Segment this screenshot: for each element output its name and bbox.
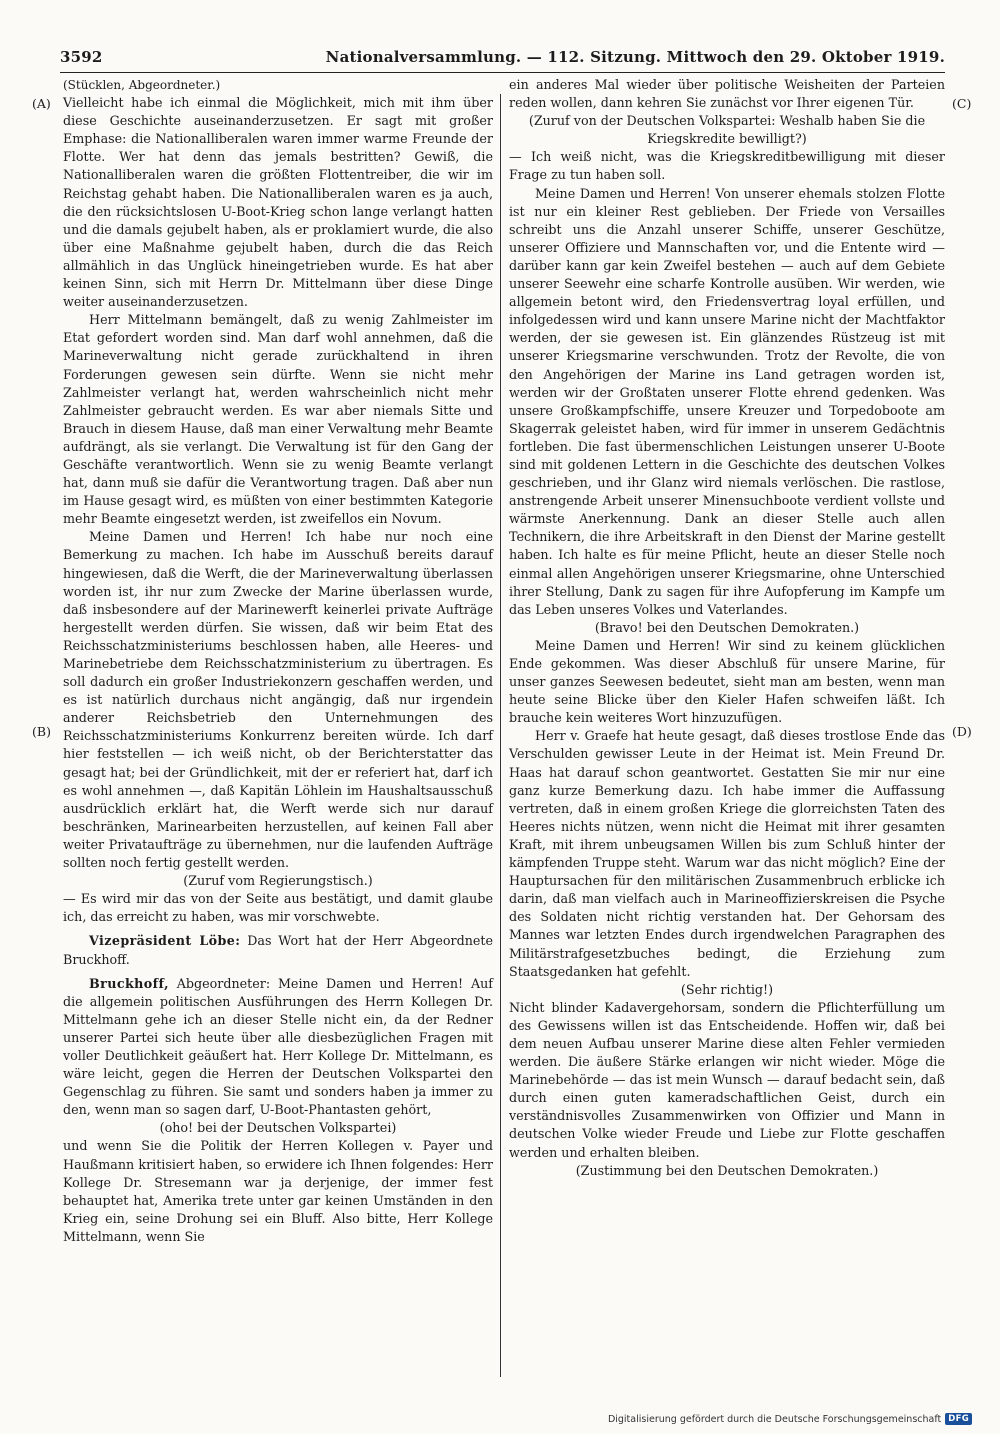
speaker-name: Bruckhoff, bbox=[89, 975, 169, 991]
header-rule bbox=[60, 72, 945, 73]
margin-mark-d: (D) bbox=[952, 724, 972, 739]
speaker-name: Vizepräsident Löbe: bbox=[89, 933, 241, 949]
paragraph: Nicht blinder Kadavergehorsam, sondern die Pflichterfüllung um des Gewissens willen ist das Entscheidende. Hoffen wir, daß bei dem neuen Aufbau unserer Marine diese alten Fehler vermieden werden. Die äußere Stärke erlangen wir nicht wieder. Möge die Marinebehörde — das ist mein Wunsch — darauf bedacht sein, daß durch einen guten kameradschaftlichen Geist, durch ein verständnisvolles Zusammenwirken von Offizier und Mann in deutschen Volke wieder Freude und Liebe zur Flotte geschaffen werden und erhalten bleiben. bbox=[509, 999, 945, 1160]
interjection: (Zuruf von der Deutschen Volkspartei: Weshalb haben Sie die Kriegskredite bewilligt?) bbox=[528, 113, 926, 147]
paragraph: Herr v. Graefe hat heute gesagt, daß dieses trostlose Ende das Verschulden gewisser Leute in der Heimat ist. Mein Freund Dr. Haas hat darauf schon geantwortet. Gestatten Sie mir nur eine ganz kurze Bemerkung dazu. Ich habe immer die Auffassung vertreten, daß in einem großen Kriege die glorreichsten Taten des Heeres nichts nützen, wenn nicht die Heimat mit ihrer gesamten Kraft, mit ihrem unbeugsamen Willen bis zum Schluß hinter der kämpfenden Truppe steht. Warum war das nicht möglich? Eine der Hauptursachen für den militärischen Zusammenbruch erblicke ich darin, daß man vielfach auch in Marineoffizierskreisen die Psyche des Soldaten nicht richtig verstanden hat. Der Gehorsam des Mannes war letzten Endes durch irgendwelchen Paragraphen des Militärstrafgesetzbuches bedingt, die Erziehung zum Staatsgedanken hat gefehlt. bbox=[509, 728, 945, 979]
paragraph: Meine Damen und Herren! Von unserer ehemals stolzen Flotte ist nur ein kleiner Rest geblieben. Der Friede von Versailles schreibt uns die Anzahl unserer Schiffe, unserer Geschütze, unserer Offiziere und Mannschaften vor, und die Entente wird — darüber kann gar kein Zweifel bestehen — auch auf dem Gebiete unserer Seewehr eine scharfe Kontrolle ausüben. Wir werden, wie allgemein betont wird, den Friedensvertrag loyal erfüllen, und infolgedessen wird und kann unsere Marine nicht der Machtfaktor werden, der sie gewesen ist. Ein glänzendes Rüstzeug ist mit unserer Kriegsmarine verschwunden. Trotz der Revolte, die von den Angehörigen der Marine ins Land getragen worden ist, werden wir der Großtaten unserer Flotte ehrend gedenken. Was unsere Großkampfschiffe, unsere Kreuzer und Torpedoboote am Skagerrak geleistet haben, wird für immer in unserem Gedächtnis fortleben. Die fast übermenschlichen Leistungen unserer U-Boote sind mit goldenen Lettern in die Geschichte des deutschen Volkes geschrieben, und ihr Glanz wird niemals verlöschen. Die rastlose, anstrengende Arbeit unserer Minensuchboote verdient vollste und wärmste Anerkennung. Dank an dieser Stelle auch allen Technikern, die ihre Arbeitskraft in den Dienst der Marine gestellt haben. Ich halte es für meine Pflicht, heute an dieser Stelle noch einmal allen Angehörigen unserer Kriegsmarine, ohne Unterschied ihrer Stellung, Dank zu sagen für ihre Aufopferung im Kampfe um das Leben unseres Volkes und Vaterlandes. bbox=[509, 185, 945, 617]
speaker-text: Das Wort hat der Herr Abgeordnete Bruckhoff. bbox=[63, 933, 493, 967]
bruckhoff-paragraph bbox=[63, 975, 493, 1120]
page-number: 3592 bbox=[60, 48, 103, 66]
paragraph: Meine Damen und Herren! Wir sind zu keinem glücklichen Ende gekommen. Was dieser Abschluß für unsere Marine, für unser ganzes Seewesen bedeutet, sieht man am besten, wenn man heute seine Blicke über den Kieler Hafen schweifen läßt. Ich brauche kein weiteres Wort hinzuzufügen. bbox=[509, 637, 945, 726]
margin-mark-b: (B) bbox=[32, 724, 51, 739]
speaker-note: (Stücklen, Abgeordneter.) bbox=[63, 78, 221, 92]
left-column bbox=[63, 76, 493, 1246]
interjection: (Bravo! bei den Deutschen Demokraten.) bbox=[594, 619, 860, 635]
interjection: (oho! bei der Deutschen Volkspartei) bbox=[159, 1120, 397, 1136]
margin-mark-c: (C) bbox=[952, 96, 972, 111]
paragraph: Vielleicht habe ich einmal die Möglichkeit, mich mit ihm über diese Geschichte auseinanderzusetzen. Er sagt mit großer Emphase: die Nationalliberalen waren immer warme Freunde der Flotte. Wer hat denn das jemals bestritten? Gewiß, die Nationalliberalen waren die größten Flottentreiber, die wir im Reichstag gehabt haben. Die Nationalliberalen waren es ja auch, die den rücksichtslosen U-Boot-Krieg schon lange verlangt hatten und die damals gejubelt haben, als er proklamiert wurde, die also über eine Maßnahme gejubelt haben, durch die das Reich allmählich in das Unglück hineingetrieben wurde. Es hat aber keinen Sinn, sich mit Herrn Dr. Mittelmann über diese Dinge weiter auseinanderzusetzen. bbox=[63, 95, 493, 310]
credit-text: Digitalisierung gefördert durch die Deutsche Forschungsgemeinschaft bbox=[607, 1413, 942, 1425]
interjection: (Zustimmung bei den Deutschen Demokraten.) bbox=[575, 1162, 879, 1178]
paragraph: ein anderes Mal wieder über politische Weisheiten der Parteien reden wollen, dann kehren Sie zunächst vor Ihrer eigenen Tür. bbox=[509, 77, 945, 111]
interjection: (Sehr richtig!) bbox=[680, 981, 774, 997]
column-divider bbox=[500, 94, 501, 1377]
vice-president-paragraph bbox=[63, 932, 493, 968]
page-header bbox=[60, 48, 945, 70]
right-column bbox=[509, 76, 945, 1180]
paragraph: Meine Damen und Herren! Ich habe nur noch eine Bemerkung zu machen. Ich habe im Ausschuß bereits darauf hingewiesen, daß die Werft, die der Marineverwaltung überlassen worden ist, ihr nur zum Zwecke der Marine überlassen wurde, daß insbesondere auf der Marinewerft keinerlei private Aufträge hergestellt werden dürfen. Sie wissen, daß wir beim Etat des Reichsschatzministeriums beschlossen haben, alle Heeres- und Marinebetriebe dem Reichsschatzministerium zu übertragen. Es soll dadurch ein großer Industriekonzern geschaffen werden, und es ist natürlich durchaus nicht angängig, daß nur irgendein anderer Reichsbetrieb den Unternehmungen des Reichsschatzministeriums Konkurrenz bereiten würde. Ich darf hier feststellen — ich weiß nicht, ob der Berichterstatter das gesagt hat; bei der Gründlichkeit, mit der er referiert hat, darf ich es wohl annehmen —, daß Kapitän Löhlein im Haushaltsausschuß ausdrücklich erklärt hat, die Werft werde sich nur darauf beschränken, Marinearbeiten herzustellen, auf keinen Fall aber weiter Privataufträge zu übernehmen, nur die laufenden Aufträge sollten noch fertig gestellt werden. bbox=[63, 529, 493, 871]
paragraph: — Es wird mir das von der Seite aus bestätigt, und damit glaube ich, das erreicht zu haben, was mir vorschwebte. bbox=[63, 891, 493, 925]
digitization-credit bbox=[608, 1411, 972, 1427]
dfg-logo: DFG bbox=[945, 1413, 972, 1425]
paragraph: Herr Mittelmann bemängelt, daß zu wenig Zahlmeister im Etat gefordert worden sind. Man darf wohl annehmen, daß die Marineverwaltung nicht gerade zurückhaltend in ihren Forderungen gewesen sein dürfte. Wenn sie nicht mehr Zahlmeister verlangt hat, werden wahrscheinlich nicht mehr Zahlmeister gebraucht werden. Es war aber niemals Sitte und Brauch in diesem Hause, daß man einer Verwaltung mehr Beamte aufdrängt, als sie verlangt. Die Verwaltung ist für den Gang der Geschäfte verantwortlich. Wenn sie zu wenig Beamte verlangt hat, dann muß sie dafür die Verantwortung tragen. Daß aber nun im Hause gesagt wird, es müßten von einer bestimmten Kategorie mehr Beamte eingesetzt werden, ist zweifellos ein Novum. bbox=[63, 312, 493, 527]
speaker-text: Abgeordneter: Meine Damen und Herren! Auf die allgemein politischen Ausführungen des Herrn Kollegen Dr. Mittelmann gehe ich an dieser Stelle nicht ein, da der Redner unserer Partei sich heute über alle diesbezüglichen Fragen mit voller Deutlichkeit geäußert hat. Herr Kollege Dr. Mittelmann, es wäre leicht, gegen die Herren der Deutschen Volkspartei den Gegenschlag zu führen. Sie samt und sonders haben ja immer zu den, wenn man so sagen darf, U-Boot-Phantasten gehört, bbox=[63, 975, 493, 1118]
paragraph: und wenn Sie die Politik der Herren Kollegen v. Payer und Haußmann kritisiert haben, so erwidere ich Ihnen folgendes: Herr Kollege Dr. Stresemann war ja derjenige, der immer fest behauptet hat, Amerika trete unter gar keinen Umständen in den Krieg ein, seine Drohung sei ein Bluff. Also bitte, Herr Kollege Mittelmann, wenn Sie bbox=[63, 1138, 493, 1244]
interjection: (Zuruf vom Regierungstisch.) bbox=[183, 873, 373, 889]
paragraph: — Ich weiß nicht, was die Kriegskreditbewilligung mit dieser Frage zu tun haben soll. bbox=[509, 149, 945, 183]
margin-mark-a: (A) bbox=[32, 96, 51, 111]
running-title: Nationalversammlung. — 112. Sitzung. Mittwoch den 29. Oktober 1919. bbox=[325, 48, 945, 66]
